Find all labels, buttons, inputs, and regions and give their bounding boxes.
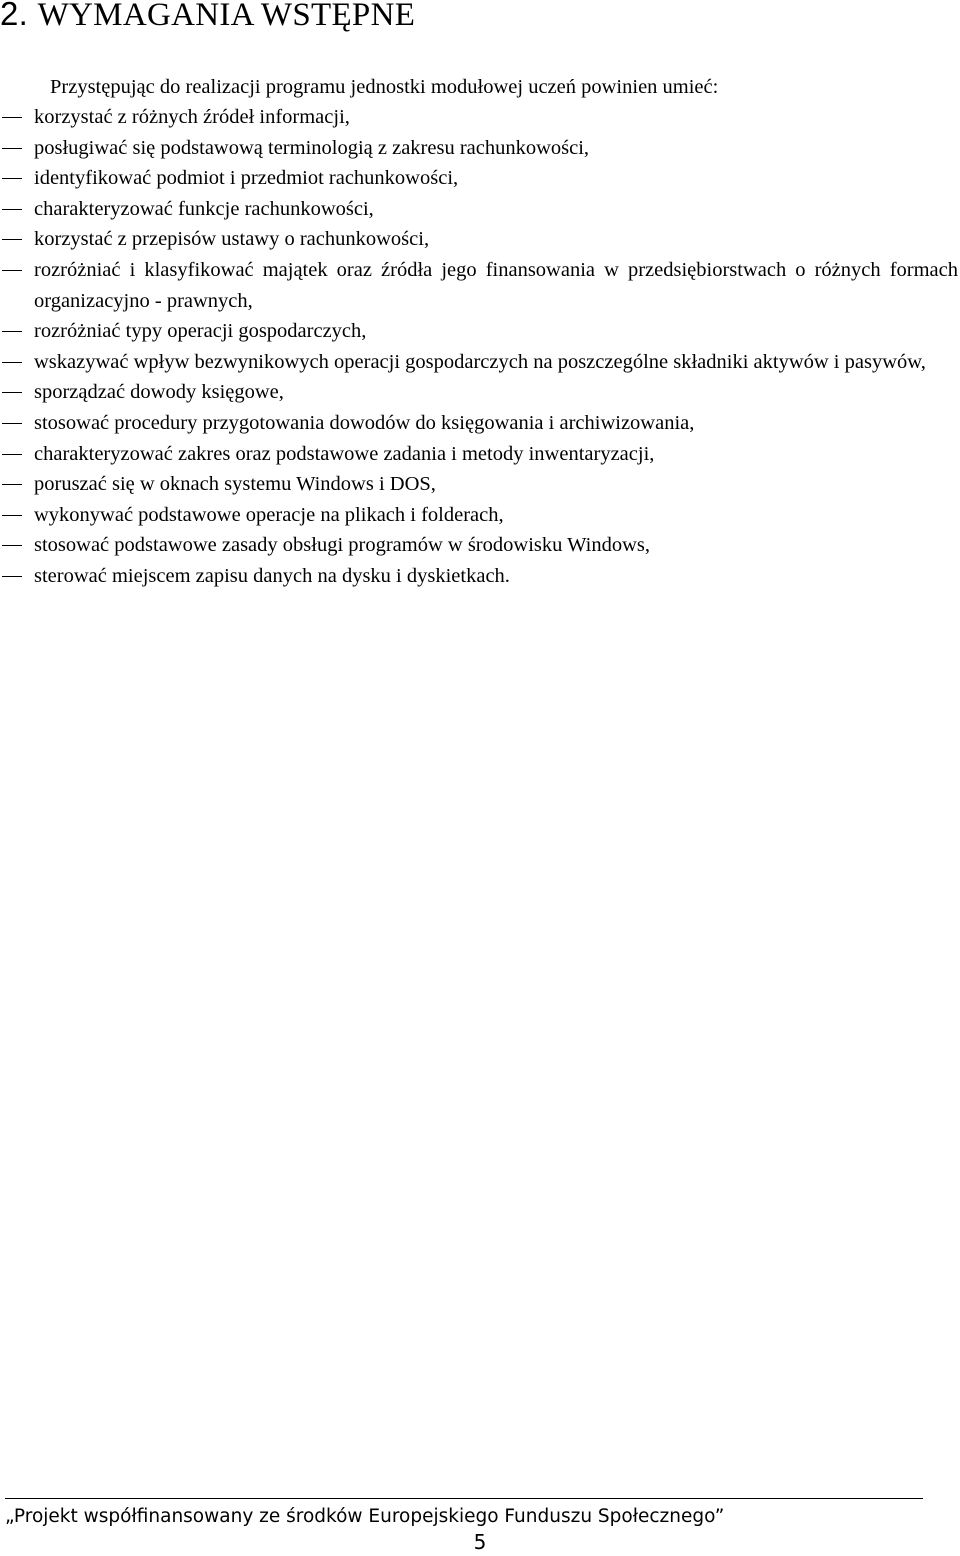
dash-bullet: [2, 331, 22, 332]
list-item: [0, 133, 958, 164]
dash-bullet: [2, 392, 22, 393]
list-item: [0, 469, 958, 500]
list-item-text: identyfikować podmiot i przedmiot rachunkowości,: [34, 167, 459, 190]
list-item-text: poruszać się w oknach systemu Windows i DOS,: [34, 473, 436, 496]
footer-project-note: „Projekt współfinansowany ze środków Europejskiego Funduszu Społecznego”: [5, 1506, 725, 1527]
list-item-text: rozróżniać i klasyfikować majątek oraz źródła jego finansowania w przedsiębiorstwach o różnych formach organizacyjno - prawnych,: [34, 258, 958, 312]
list-item-text: wykonywać podstawowe operacje na plikach i folderach,: [34, 503, 504, 526]
list-item: [0, 530, 958, 561]
footer-divider: [5, 1498, 923, 1499]
list-item: [0, 377, 958, 408]
dash-bullet: [2, 423, 22, 424]
dash-bullet: [2, 484, 22, 485]
dash-bullet: [2, 117, 22, 118]
list-item-text: stosować procedury przygotowania dowodów do księgowania i archiwizowania,: [34, 411, 695, 434]
dash-bullet: [2, 545, 22, 546]
list-item: [0, 102, 958, 133]
list-item-text: posługiwać się podstawową terminologią z zakresu rachunkowości,: [34, 136, 590, 159]
intro-text: Przystępując do realizacji programu jednostki modułowej uczeń powinien umieć:: [50, 76, 719, 98]
list-item: [0, 224, 958, 255]
dash-bullet: [2, 178, 22, 179]
list-item: [0, 439, 958, 470]
page-number: 5: [473, 1530, 487, 1554]
list-item: [0, 561, 958, 592]
list-item: [0, 194, 958, 225]
list-item: [0, 316, 958, 347]
list-item-text: wskazywać wpływ bezwynikowych operacji gospodarczych na poszczególne składniki aktywów i pasywów,: [34, 350, 926, 373]
list-item-text: sporządzać dowody księgowe,: [34, 381, 284, 404]
list-item: [0, 347, 958, 378]
dash-bullet: [2, 362, 22, 363]
dash-bullet: [2, 209, 22, 210]
list-item-text: stosować podstawowe zasady obsługi programów w środowisku Windows,: [34, 534, 651, 557]
list-item-text: sterować miejscem zapisu danych na dysku i dyskietkach.: [34, 564, 510, 587]
list-item-text: charakteryzować zakres oraz podstawowe zadania i metody inwentaryzacji,: [34, 442, 655, 465]
dash-bullet: [2, 239, 22, 240]
section-number: 2.: [0, 0, 29, 32]
dash-bullet: [2, 270, 22, 271]
requirements-list: [0, 102, 958, 592]
list-item-text: korzystać z przepisów ustawy o rachunkowości,: [34, 228, 430, 251]
dash-bullet: [2, 148, 22, 149]
list-item: [0, 163, 958, 194]
dash-bullet: [2, 454, 22, 455]
section-heading: [0, 0, 415, 37]
list-item: [0, 500, 958, 531]
dash-bullet: [2, 515, 22, 516]
dash-bullet: [2, 576, 22, 577]
list-item-text: rozróżniać typy operacji gospodarczych,: [34, 320, 367, 343]
list-item: [0, 408, 958, 439]
list-item-text: charakteryzować funkcje rachunkowości,: [34, 197, 374, 220]
section-title: WYMAGANIA WSTĘPNE: [37, 0, 416, 33]
list-item-text: korzystać z różnych źródeł informacji,: [34, 106, 350, 128]
list-item: [0, 255, 958, 316]
